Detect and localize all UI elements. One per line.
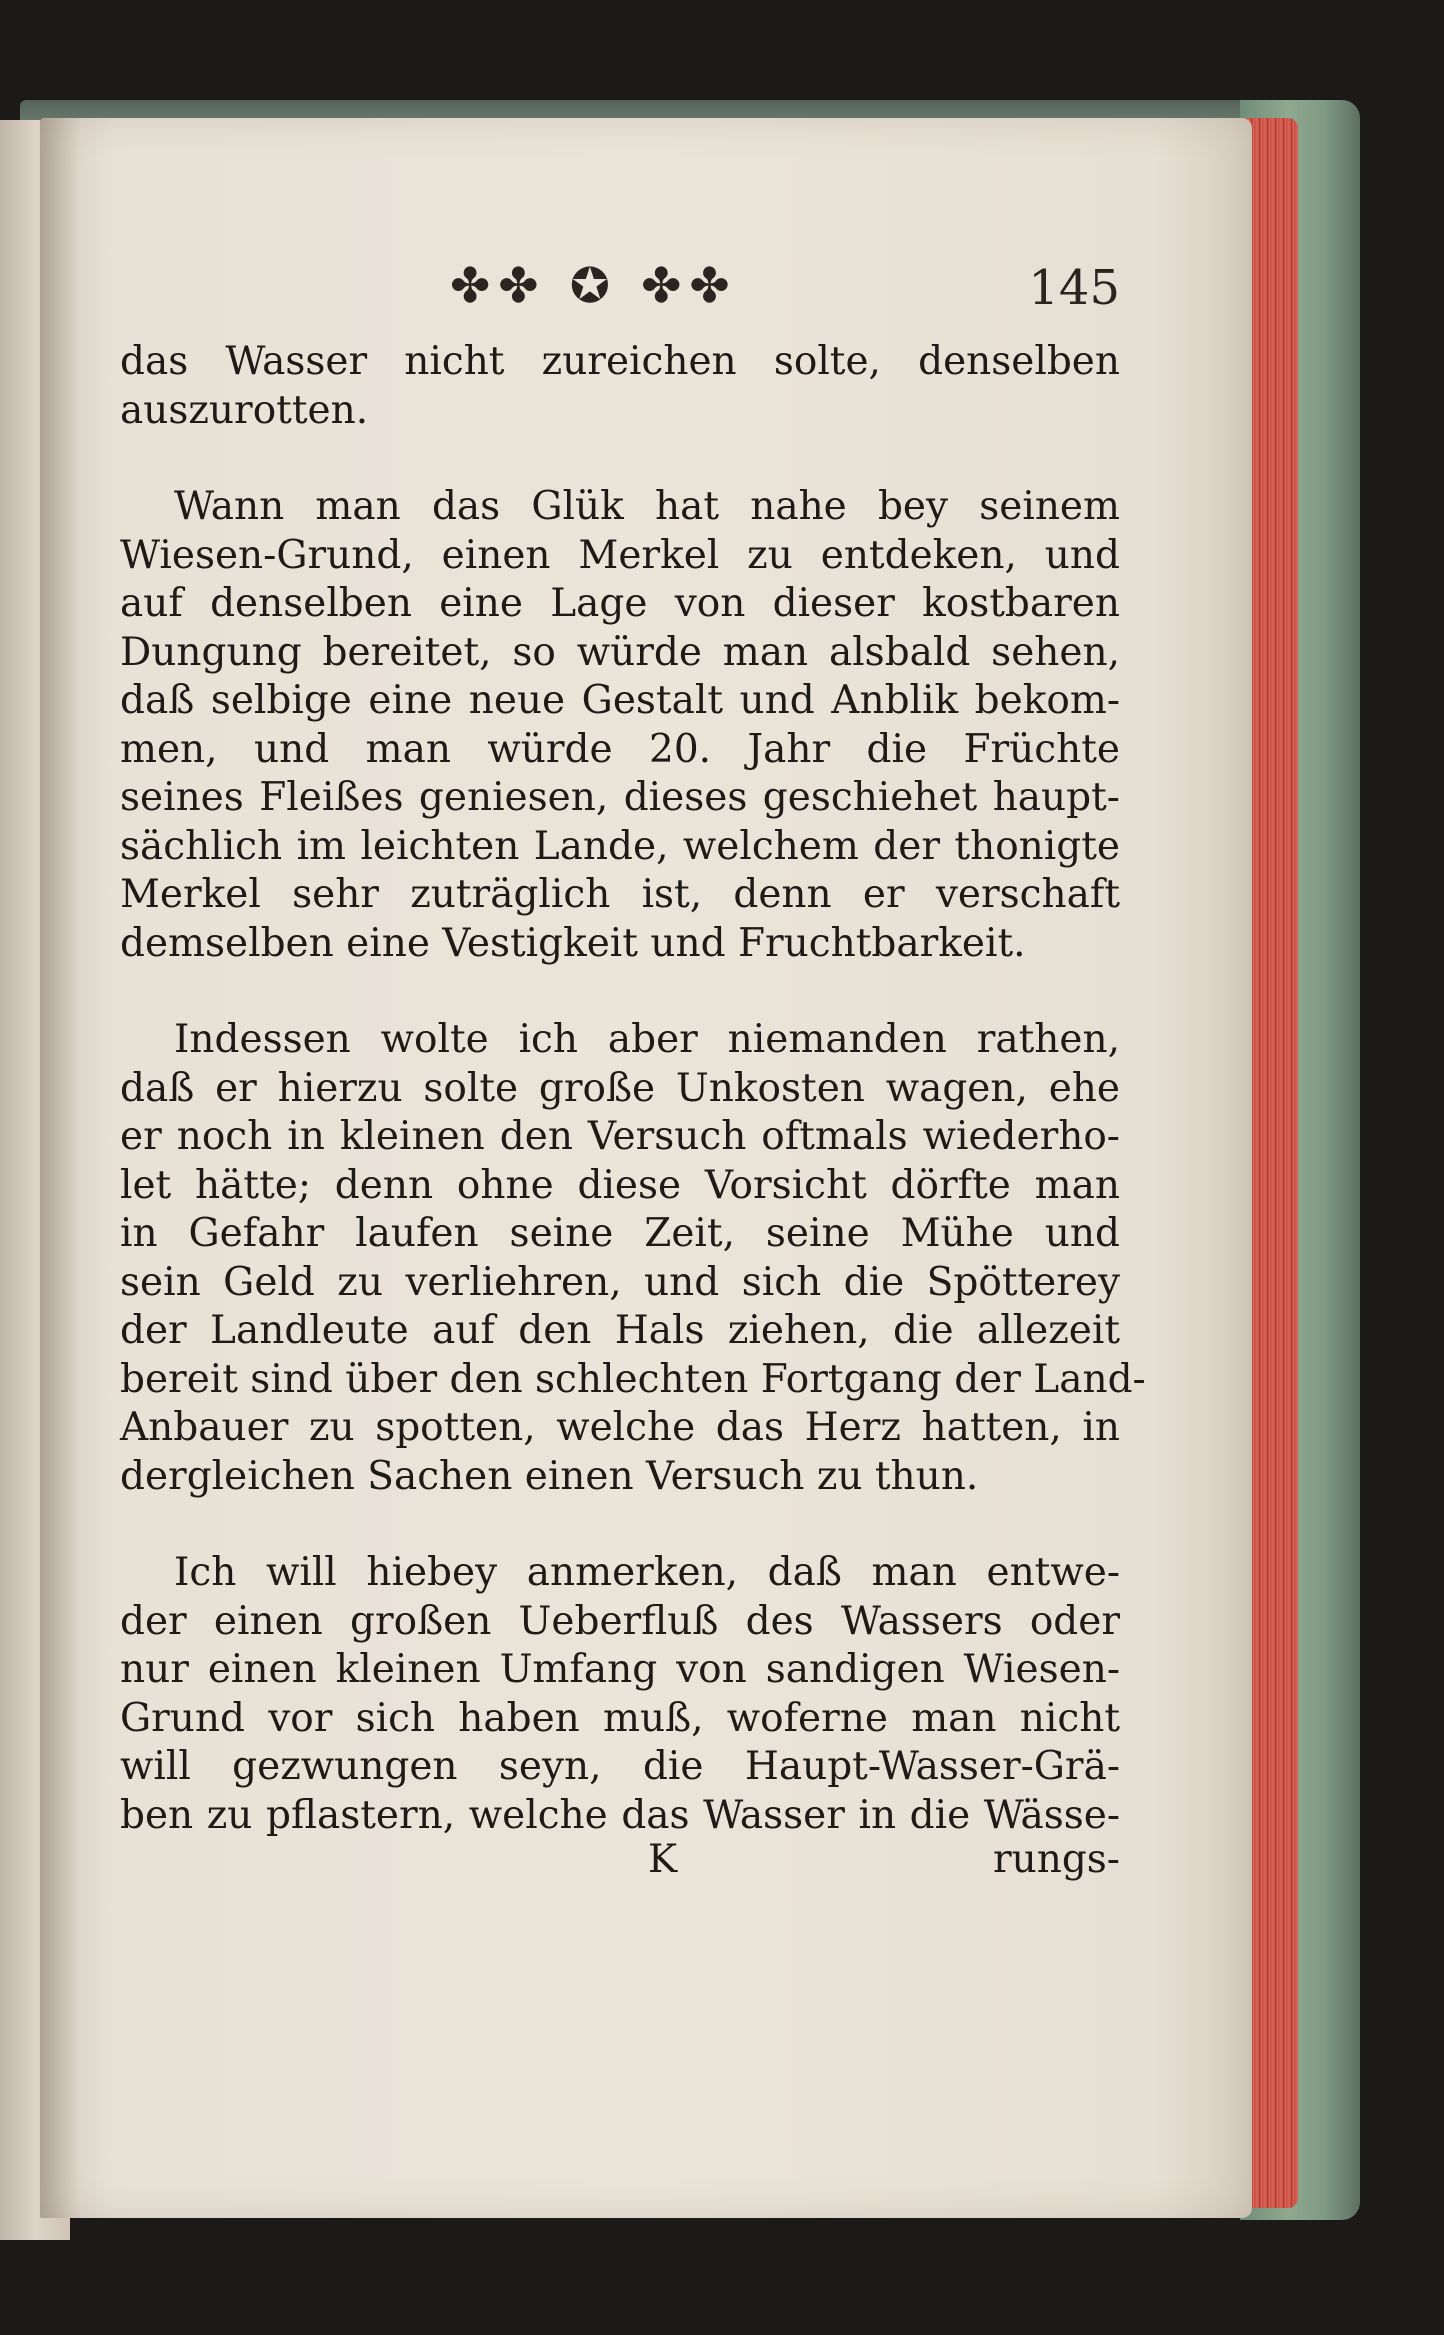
text-line: der Landleute auf den Hals ziehen, die allezeit [120, 1308, 1120, 1353]
text-line: Indessen wolte ich aber niemanden rathen, [174, 1017, 1120, 1062]
text-line: men, und man würde 20. Jahr die Früchte [120, 726, 1120, 772]
header-ornament: ✤✤ ✪ ✤✤ [450, 258, 738, 314]
text-line: demselben eine Vestigkeit und Fruchtbarkeit. [120, 920, 1026, 966]
page-text-block [120, 248, 1146, 1888]
text-line: daß selbige eine neue Gestalt und Anblik bekom- [120, 678, 1120, 723]
signature-mark: K [648, 1837, 678, 1882]
paragraph-1 [120, 338, 1120, 435]
text-line: dergleichen Sachen einen Versuch zu thun. [120, 1453, 979, 1499]
text-line: Dungung bereitet, so würde man alsbald sehen, [120, 629, 1120, 675]
text-line: in Gefahr laufen seine Zeit, seine Mühe und [120, 1211, 1120, 1256]
text-line: Merkel sehr zuträglich ist, denn er verschaft [120, 872, 1120, 917]
page-footer [120, 1837, 1120, 1888]
text-line: bereit sind über den schlechten Fortgang der Land- [120, 1356, 1146, 1402]
text-line: sein Geld zu verliehren, und sich die Spötterey [120, 1259, 1120, 1305]
text-line: Anbauer zu spotten, welche das Herz hatten, in [120, 1405, 1120, 1450]
page-number: 145 [1028, 260, 1120, 316]
catchword: rungs- [992, 1837, 1120, 1882]
text-line: nur einen kleinen Umfang von sandigen Wiesen- [120, 1647, 1120, 1692]
text-line: Grund vor sich haben muß, woferne man nicht [120, 1695, 1120, 1741]
text-line: will gezwungen seyn, die Haupt-Wasser-Grä- [120, 1744, 1120, 1789]
text-line: sächlich im leichten Lande, welchem der thonigte [120, 823, 1120, 869]
text-line: daß er hierzu solte große Unkosten wagen, ehe [120, 1065, 1120, 1111]
text-line: Wann man das Glük hat nahe bey seinem [174, 484, 1120, 529]
text-line: let hätte; denn ohne diese Vorsicht dörfte man [120, 1162, 1120, 1208]
page-header [120, 248, 1120, 338]
text-line: Wiesen-Grund, einen Merkel zu entdeken, und [120, 532, 1120, 578]
text-line: der einen großen Ueberfluß des Wassers oder [120, 1598, 1120, 1644]
paragraph-4 [120, 1549, 1120, 1840]
text-line: das Wasser nicht zureichen solte, denselben [120, 339, 1120, 384]
paragraph-2 [120, 483, 1120, 968]
spine-shadow [40, 118, 80, 2218]
text-line: ben zu pflastern, welche das Wasser in die Wässe- [120, 1792, 1120, 1838]
book-page [40, 118, 1252, 2218]
text-line: Ich will hiebey anmerken, daß man entwe- [174, 1550, 1120, 1595]
text-line: seines Fleißes geniesen, dieses geschiehet haupt- [120, 775, 1120, 820]
text-line: er noch in kleinen den Versuch oftmals wiederho- [120, 1114, 1120, 1159]
text-line: auf denselben eine Lage von dieser kostbaren [120, 581, 1120, 626]
paragraph-3 [120, 1016, 1146, 1501]
text-line: auszurotten. [120, 387, 369, 433]
